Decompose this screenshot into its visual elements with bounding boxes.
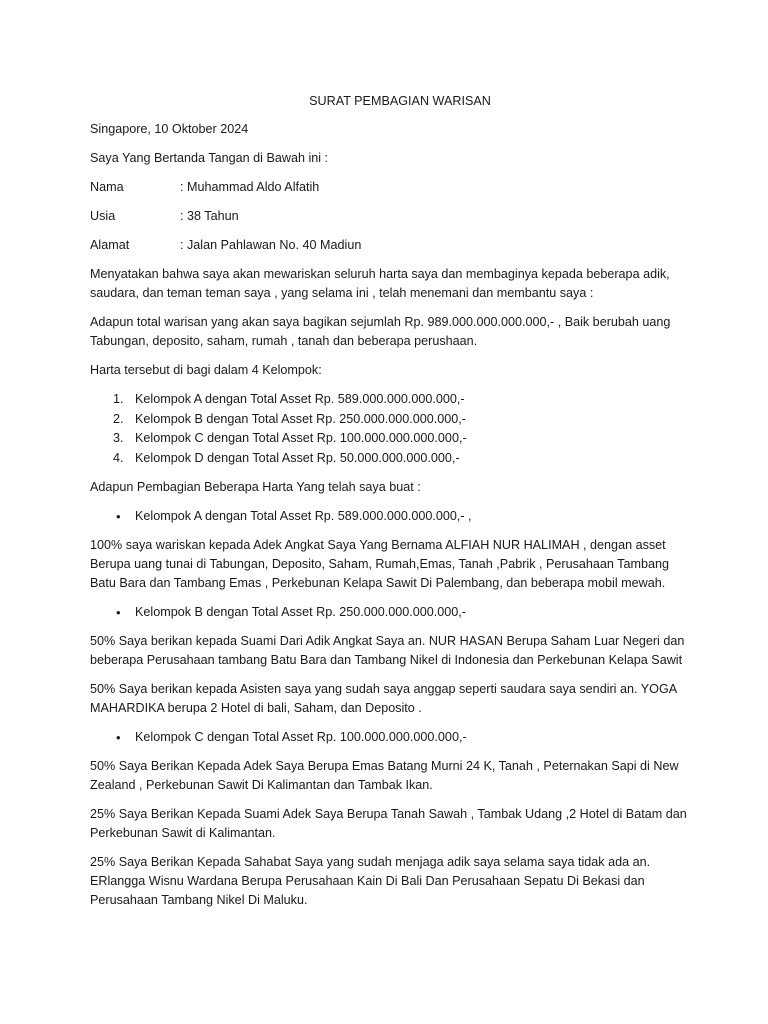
list-item <box>90 390 690 410</box>
place-date: Singapore, 10 Oktober 2024 <box>90 122 249 136</box>
list-text: Kelompok B dengan Total Asset Rp. 250.000.000.000.000,- <box>135 411 466 426</box>
list-item <box>90 429 690 449</box>
group-b-heading <box>90 603 690 622</box>
statement-paragraph: Menyatakan bahwa saya akan mewariskan seluruh harta saya dan membaginya kepada beberapa adik, saudara, dan teman teman saya , yang selama ini , telah menemani dan membantu saya : <box>90 267 670 300</box>
list-number: 1. <box>113 392 124 406</box>
groups-list <box>90 390 690 468</box>
letter-page <box>90 92 690 920</box>
bullet-text: Kelompok C dengan Total Asset Rp. 100.000.000.000.000,- <box>135 730 467 744</box>
field-value: : Jalan Pahlawan No. 40 Madiun <box>180 238 362 252</box>
bullet-icon: • <box>116 605 121 620</box>
groups-intro: Harta tersebut di bagi dalam 4 Kelompok: <box>90 363 322 377</box>
field-address <box>90 236 690 255</box>
group-c-heading <box>90 728 690 747</box>
list-number: 3. <box>113 431 124 445</box>
list-text: Kelompok A dengan Total Asset Rp. 589.000.000.000.000,- <box>135 392 465 406</box>
field-label: Alamat <box>90 238 130 252</box>
list-number: 4. <box>113 450 124 465</box>
field-name <box>90 178 690 197</box>
bullet-icon: • <box>116 509 121 524</box>
field-label: Nama <box>90 180 124 194</box>
total-paragraph: Adapun total warisan yang akan saya bagikan sejumlah Rp. 989.000.000.000.000,- , Baik berubah uang Tabungan, deposito, saham, rumah , tanah dan beberapa perushaan. <box>90 315 671 348</box>
field-value: : Muhammad Aldo Alfatih <box>180 180 320 194</box>
group-b-paragraph-2: 50% Saya berikan kepada Asisten saya yang sudah saya anggap seperti saudara saya sendiri an. YOGA MAHARDIKA berupa 2 Hotel di bali, Saham, dan Deposito . <box>90 682 677 715</box>
group-c-paragraph-2: 25% Saya Berikan Kepada Suami Adek Saya Berupa Tanah Sawah , Tambak Udang ,2 Hotel di Batam dan Perkebunan Sawit di Kalimantan. <box>90 807 687 840</box>
group-b-paragraph-1: 50% Saya berikan kepada Suami Dari Adik Angkat Saya an. NUR HASAN Berupa Saham Luar Negeri dan beberapa Perusahaan tambang Batu Bara dan Tambang Nikel di Indonesia dan Perkebunan Kelapa Sawit <box>90 634 685 667</box>
intro-line: Saya Yang Bertanda Tangan di Bawah ini : <box>90 151 329 165</box>
bullet-text: Kelompok B dengan Total Asset Rp. 250.000.000.000.000,- <box>135 605 466 619</box>
list-text: Kelompok C dengan Total Asset Rp. 100.000.000.000.000,- <box>135 431 467 445</box>
bullet-text: Kelompok A dengan Total Asset Rp. 589.000.000.000.000,- , <box>135 509 472 523</box>
division-intro: Adapun Pembagian Beberapa Harta Yang telah saya buat : <box>90 480 421 494</box>
group-a-paragraph: 100% saya wariskan kepada Adek Angkat Saya Yang Bernama ALFIAH NUR HALIMAH , dengan asset Berupa uang tunai di Tabungan, Deposito, Saham, Rumah,Emas, Tanah ,Pabrik , Perusahaan Tambang Batu Bara dan Tambang Emas , Perkebunan Kelapa Sawit Di Palembang, dan beberapa mobil mewah. <box>90 538 669 590</box>
list-number: 2. <box>113 411 124 426</box>
list-item <box>90 449 690 469</box>
group-a-heading <box>90 507 690 526</box>
group-c-paragraph-1: 50% Saya Berikan Kepada Adek Saya Berupa Emas Batang Murni 24 K, Tanah , Peternakan Sapi di New Zealand , Perkebunan Sawit Di Kalimantan dan Tambak Ikan. <box>90 759 679 792</box>
bullet-icon: • <box>116 730 121 745</box>
list-text: Kelompok D dengan Total Asset Rp. 50.000.000.000.000,- <box>135 450 460 465</box>
field-value: : 38 Tahun <box>180 209 239 223</box>
field-label: Usia <box>90 209 116 223</box>
group-c-paragraph-3: 25% Saya Berikan Kepada Sahabat Saya yang sudah menjaga adik saya selama saya tidak ada an. ERlangga Wisnu Wardana Berupa Perusahaan Kain Di Bali Dan Perusahaan Sepatu Di Bekasi dan Perusahaan Tambang Nikel Di Maluku. <box>90 855 651 907</box>
field-age <box>90 207 690 226</box>
document-title: SURAT PEMBAGIAN WARISAN <box>309 94 491 108</box>
list-item <box>90 410 690 430</box>
